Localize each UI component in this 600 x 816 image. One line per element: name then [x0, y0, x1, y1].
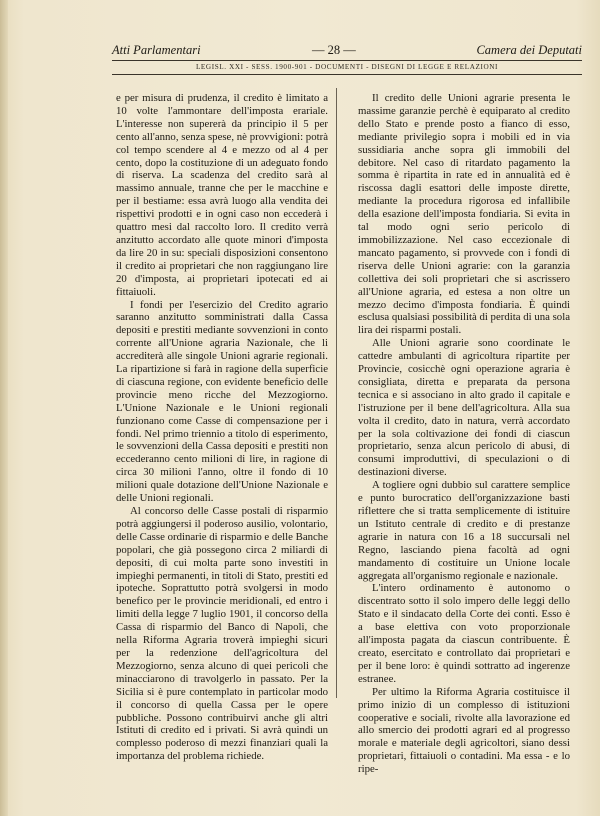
paragraph: Per ultimo la Riforma Agraria costituisce il primo inizio di un complesso di istituzioni cooperative e sociali, rivolte alla lavorazione ed allo smercio dei prodotti agrari ed al progresso morale e materiale degli agricoltori, siano dessi proprietari, fittaiuoli o contadini. Ma essa - e lo ripe-	[358, 685, 570, 776]
text-column-left	[116, 92, 328, 763]
header-rule-bottom	[112, 74, 582, 75]
paragraph: Al concorso delle Casse postali di risparmio potrà aggiungersi il poderoso ausilio, volontario, delle Casse ordinarie di risparmio e delle Banche popolari, che già possegono circa 2 miliardi di depositi, di cui molta parte sono investiti in impieghi permanenti, in titoli di Stato, prestiti ed ipoteche. Soprattutto potrà svolgersi in modo benefico per le provincie meridionali, ed entro i limiti della legge 7 luglio 1901, il concorso della Cassa di risparmio del Banco di Napoli, che nella Riforma Agraria troverà impieghi sicuri per la redenzione dell'agricoltura del Mezzogiorno, senza alcuno di quei pericoli che minacciarono di travolgerlo in passato. Per la Sicilia si è pure contemplato in particolar modo il concorso di quella Cassa per le opere pubbliche. Possono contribuirvi anche gli altri Istituti di credito ed i privati. Si avrà quindi un complesso poderoso di mezzi finanziari quali la importanza del problema richiede.	[116, 505, 328, 763]
running-header	[112, 43, 582, 61]
column-divider	[336, 88, 337, 698]
paragraph: Il credito delle Unioni agrarie presenta le massime garanzie perchè è equiparato al credito dello Stato e prende posto a fianco di esso, mediante privilegio sopra i mobili ed in via sussidiaria anche sopra gli immobili del debitore. Nel caso di ritardato pagamento la somma è ripartita in rate ed in annualità ed è riscossa dagli esattori delle imposte dirette, mediante la procedura rigorosa ed infallibile della esazione dell'imposta fondiaria. Si evita in tal modo ogni serio pericolo di immobilizzazione. Nel caso eccezionale di mancato pagamento, si provvede con i fondi di riserva delle Unioni agrarie: con la garanzia collettiva dei soli proprietari che si ascrissero all'Unione agraria, ed estesa a non oltre un mezzo decimo d'imposta fondiaria. È quindi esclusa qualsiasi possibilità di perdita di una sola lira dei risparmi postali.	[358, 92, 570, 337]
paragraph: e per misura di prudenza, il credito è limitato a 10 volte l'ammontare dell'imposta erariale. L'interesse non supererà da principio il 5 per cento all'anno, senza spese, nè provvigioni: potrà col tempo scendere al 4 e mezzo od al 4 per cento, dopo la costituzione di un adeguato fondo di riserva. La scadenza del credito sarà al massimo annuale, tranne che per le macchine e per il bestiame: essa avrà luogo alla vendita dei rispettivi prodotti e in ogni caso non eccederà i quattro mesi dal raccolto loro. Il credito verrà anzitutto accordato alle quote minori d'imposta da lire 20 in su: speciali disposizioni consentono il credito ai proprietari che non raggiungano lire 20 d'imposta, ai proprietari ipotecati ed ai fittaiuoli.	[116, 92, 328, 298]
page-number: — 28 —	[312, 43, 356, 57]
header-rule-top	[112, 60, 582, 61]
paragraph: L'intero ordinamento è autonomo o discentrato sotto il solo impero delle leggi dello Stato e il sindacato della Corte dei conti. Esso è a base elettiva con voto proporzionale all'imposta pagata da ciascun contribuente. È creato, esercitato e controllato dai proprietari e per il bene loro: è quindi sottratto ad ingerenze estranee.	[358, 582, 570, 685]
header-right-title: Camera dei Deputati	[476, 43, 582, 57]
running-subheader: LEGISL. XXI - SESS. 1900-901 - DOCUMENTI - DISEGNI DI LEGGE E RELAZIONI	[195, 63, 499, 71]
paragraph: Alle Unioni agrarie sono coordinate le cattedre ambulanti di agricoltura ripartite per Provincie, cosicchè ogni operazione agraria è consigliata, diretta e preparata da persona tecnica e si associano in alto grado il capitale e l'istruzione per il bene dell'agricoltura. Alla sua volta il credito, dato in natura, verrà accordato per la sola coltivazione dei fondi di ciascun proprietario, senza alcun pericolo di abusi, di consumi improduttivi, di speculazioni o di destinazioni diverse.	[358, 337, 570, 479]
text-column-right	[358, 92, 570, 776]
page-spine-shadow	[0, 0, 8, 816]
paragraph: A togliere ogni dubbio sul carattere semplice e punto burocratico dell'organizzazione basti riflettere che si tratta semplicemente di istituire un Istituto centrale di credito e di prestanze agrarie in natura con 16 a 18 succursali nel Regno, lasciando piena facoltà ad ogni mandamento di costituire un Unione locale aggregata all'organismo regionale e nazionale.	[358, 479, 570, 582]
paragraph: I fondi per l'esercizio del Credito agrario saranno anzitutto somministrati dalla Cassa depositi e prestiti mediante sovvenzioni in conto corrente all'Unione agraria Nazionale, che li accrediterà alle singole Unioni agrarie regionali. La ripartizione si farà in ragione della superficie di ciascuna regione, con evidente beneficio delle provincie meno ricche del Mezzogiorno. L'Unione Nazionale e le Unioni regionali funzionano come Casse di compensazione per i fondi. Nel primo triennio a titolo di esperimento, le sovvenzioni della Cassa depositi e prestiti non eccederanno cento milioni di lire, in ragione di circa 30 milioni l'anno, oltre il fondo di 10 milioni quale dotazione dell'Unione Nazionale e delle Unioni regionali.	[116, 298, 328, 505]
header-left-title: Atti Parlamentari	[112, 43, 201, 57]
